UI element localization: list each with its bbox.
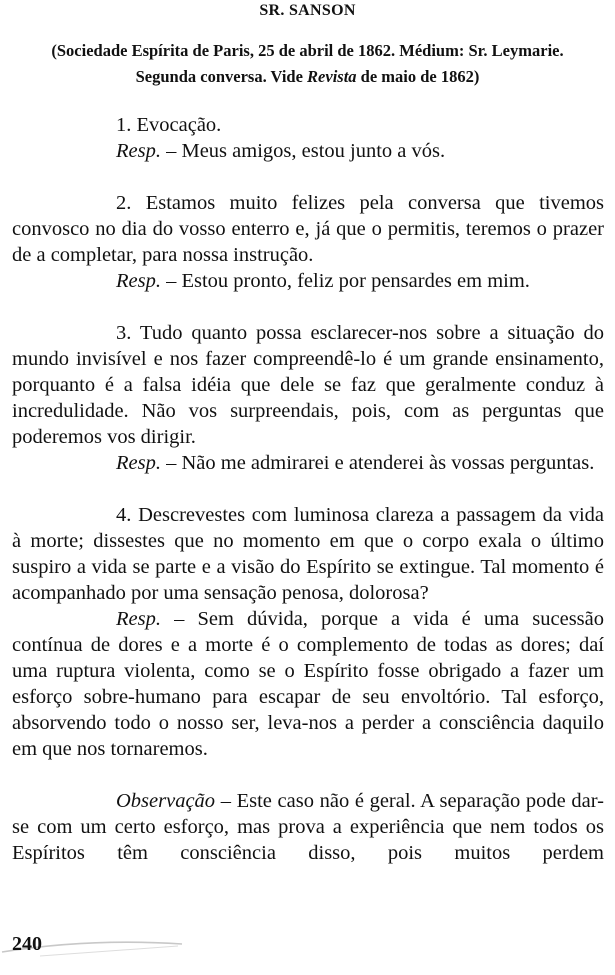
answer-text: – Sem dúvida, porque a vida é uma sucessão contínua de dores e a morte é o complemento de todas as dores; daí uma ruptura violenta, como se o Espírito fosse obrigado a fazer um esforço sobre-humano para escapar de seu envoltório. Tal esforço, absorvendo todo o nosso ser, leva-nos a perder a consciência daquilo em que nos tornaremos. <box>12 608 604 760</box>
answer-label: Resp. <box>116 270 161 292</box>
subheading-text: de maio de 1862) <box>356 67 480 86</box>
answer-label: Resp. <box>116 140 161 162</box>
observation <box>12 788 604 866</box>
running-head: SR. SANSON <box>259 2 356 19</box>
subheading-line-2 <box>6 64 609 90</box>
observation-text: – Este caso não é geral. A separação pode dar-se com um certo esforço, mas prova a experiência que nem todos os Espíritos têm consciência disso, pois muitos perdem <box>12 790 604 864</box>
answer-text: – Meus amigos, estou junto a vós. <box>160 140 446 162</box>
subheading-text: Segunda conversa. Vide <box>135 67 308 86</box>
answer-label: Resp. <box>116 452 161 474</box>
question-4: 4. Descrevestes com luminosa clareza a passagem da vida à morte; dissestes que no momento em que o corpo exala o último suspiro a vida se parte e a visão do Espírito se extingue. Tal momento é acompanhado por uma sensação penosa, dolorosa? <box>12 504 604 604</box>
answer-4 <box>12 606 604 762</box>
subheading <box>6 38 609 90</box>
answer-3 <box>12 450 604 476</box>
answer-text: – Estou pronto, feliz por pensardes em mim. <box>160 270 530 292</box>
subheading-journal-title: Revista <box>307 67 357 86</box>
question-2: 2. Estamos muito felizes pela conversa que tivemos convosco no dia do vosso enterro e, já que o permitis, teremos o prazer de a completar, para nossa instrução. <box>12 192 604 266</box>
answer-label: Resp. <box>116 608 161 630</box>
page-number: 240 <box>12 933 42 955</box>
question-3: 3. Tudo quanto possa esclarecer-nos sobre a situação do mundo invisível e nos fazer compreendê-lo é um grande ensinamento, porquanto é a falsa idéia que dele se faz que geralmente conduz à incredulidade. Não vos surpreendais, pois, com as perguntas que poderemos vos dirigir. <box>12 322 604 448</box>
question-1: 1. Evocação. <box>116 114 222 136</box>
answer-text: – Não me admirarei e atenderei às vossas perguntas. <box>160 452 595 474</box>
answer-1 <box>12 138 604 164</box>
answer-2 <box>12 268 604 294</box>
body-text <box>12 112 604 866</box>
observation-label: Observação <box>116 790 216 812</box>
subheading-line-1: (Sociedade Espírita de Paris, 25 de abril de 1862. Médium: Sr. Leymarie. <box>51 41 564 60</box>
